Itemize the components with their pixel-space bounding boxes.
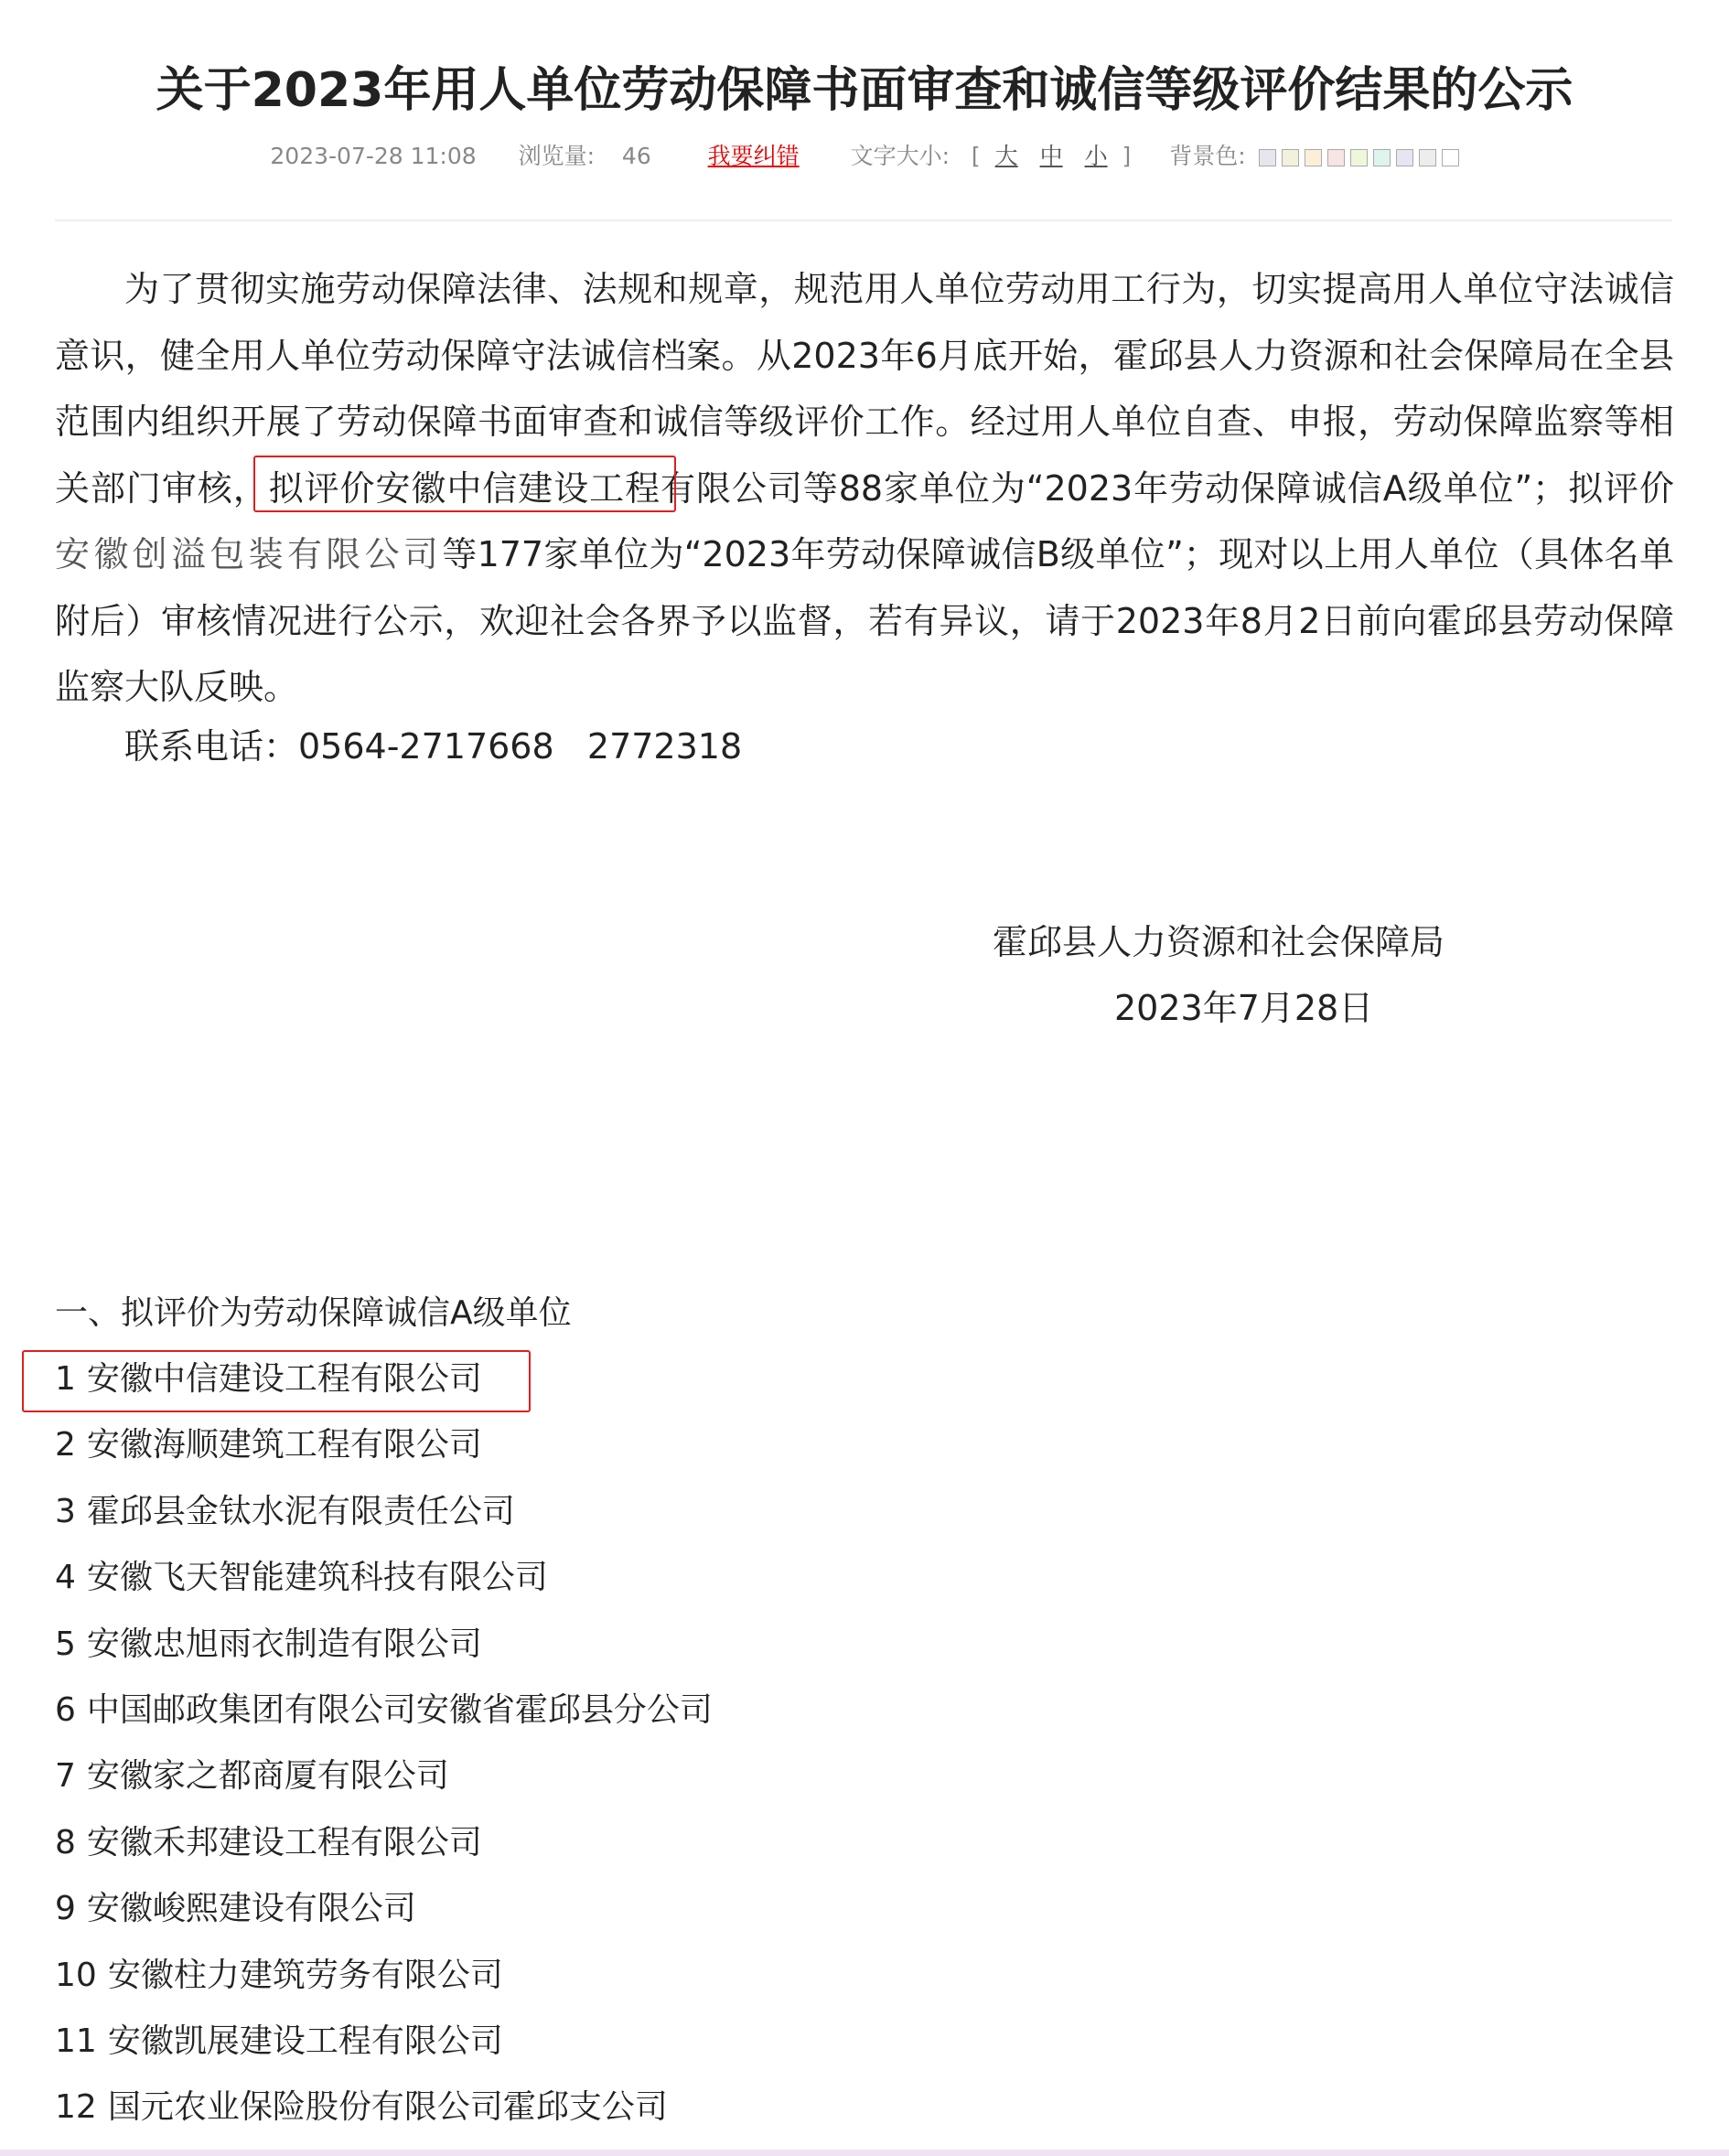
- annotation-box-list-item-1: [22, 1350, 531, 1412]
- list-item-name: 国元农业保险股份有限公司霍邱支公司: [107, 2088, 668, 2127]
- list-item: [55, 1479, 713, 1545]
- list-item: [55, 1943, 713, 2009]
- article-meta-bar: [0, 137, 1729, 175]
- font-size-label: 文字大小:: [850, 143, 950, 169]
- list-item-number: 8: [55, 1823, 76, 1861]
- background-swatch-1[interactable]: [1259, 149, 1276, 166]
- list-item-name: 霍邱县金钛水泥有限责任公司: [86, 1492, 515, 1530]
- list-item: [55, 1810, 713, 1876]
- background-color-label: 背景色:: [1169, 143, 1246, 169]
- background-swatch-9[interactable]: [1442, 149, 1459, 166]
- list-item-number: 10: [55, 1956, 97, 1994]
- list-item-name: 安徽忠旭雨衣制造有限公司: [86, 1625, 482, 1663]
- background-swatch-7[interactable]: [1396, 149, 1413, 166]
- list-item: [55, 2009, 713, 2075]
- company-b-name: 安徽创溢包装有限公司: [55, 534, 443, 574]
- list-item: [55, 1612, 713, 1678]
- list-item-number: 4: [55, 1559, 76, 1597]
- list-a-heading: 一、拟评价为劳动保障诚信A级单位: [55, 1294, 572, 1332]
- list-item-number: 1: [55, 1360, 76, 1398]
- bracket-open: [: [971, 143, 981, 169]
- background-swatch-8[interactable]: [1419, 149, 1436, 166]
- list-item-number: 9: [55, 1890, 76, 1928]
- list-item-name: 安徽凯展建设工程有限公司: [107, 2022, 503, 2060]
- font-size-medium-link[interactable]: 中: [1039, 143, 1063, 169]
- list-item-number: 5: [55, 1625, 76, 1663]
- background-swatch-3[interactable]: [1305, 149, 1322, 166]
- highlighted-company-a: 安徽中信建设工程有限公司: [375, 467, 803, 509]
- background-swatch-6[interactable]: [1373, 149, 1391, 166]
- signature-date: 2023年7月28日: [1114, 988, 1374, 1028]
- background-swatch-4[interactable]: [1327, 149, 1345, 166]
- list-item-name: 安徽家之都商厦有限公司: [86, 1757, 449, 1796]
- list-item-number: 12: [55, 2088, 97, 2127]
- list-item-number: 6: [55, 1690, 76, 1729]
- list-item-name: 安徽海顺建筑工程有限公司: [86, 1426, 482, 1464]
- font-size-large-link[interactable]: 大: [994, 143, 1018, 169]
- list-item-number: 11: [55, 2022, 97, 2060]
- views-count: 46: [621, 143, 651, 169]
- paragraph-text-3: 等177家单位为“2023年劳动保障诚信B级单位”；现对以上用人单位（具体名单附后）审核情况进行公示，欢迎社会各界予以监督，若有异议，请于2023年8月2日前向霍邱县劳动保障监察大队反映。: [55, 534, 1674, 707]
- list-item-name: 安徽中信建设工程有限公司: [86, 1360, 482, 1398]
- page-title: 关于2023年用人单位劳动保障书面审查和诚信等级评价结果的公示: [156, 62, 1573, 118]
- paragraph-text-1: 为了贯彻实施劳动保障法律、法规和规章，规范用人单位劳动用工行为，切实提高用人单位守法诚信意识，健全用人单位劳动保障守法诚信档案。从2023年6月底开始，霍邱县人力资源和社会保障局在全县范围内组织开展了劳动保障书面审查和诚信等级评价工作。经过用人单位自查、申报，劳动保障监察等相关部门审核，拟评价: [55, 269, 1674, 509]
- background-color-swatches: [1253, 138, 1459, 175]
- bracket-close: ]: [1122, 143, 1132, 169]
- list-a: [55, 1346, 713, 2141]
- bottom-edge-bar: [0, 2150, 1729, 2156]
- list-item: [55, 1876, 713, 1942]
- list-item-number: 3: [55, 1492, 76, 1530]
- list-item: [55, 1412, 713, 1478]
- report-error-link[interactable]: 我要纠错: [707, 143, 800, 169]
- background-swatch-2[interactable]: [1282, 149, 1299, 166]
- publish-datetime: 2023-07-28 11:08: [270, 143, 477, 169]
- list-item-name: 安徽峻熙建设有限公司: [86, 1890, 416, 1928]
- list-item: [55, 1678, 713, 1743]
- list-item: [55, 1545, 713, 1611]
- signature-organization: 霍邱县人力资源和社会保障局: [993, 922, 1445, 962]
- views-label: 浏览量:: [518, 143, 596, 169]
- list-item-name: 安徽飞天智能建筑科技有限公司: [86, 1559, 548, 1597]
- list-item-name: 中国邮政集团有限公司安徽省霍邱县分公司: [86, 1690, 713, 1729]
- title-divider: [55, 220, 1672, 221]
- list-item-name: 安徽柱力建筑劳务有限公司: [107, 1956, 503, 1994]
- font-size-small-link[interactable]: 小: [1084, 143, 1108, 169]
- list-item: [55, 1743, 713, 1809]
- paragraph-text-2: 等88家单位为“2023年劳动保障诚信A级单位”；拟评价: [802, 467, 1674, 509]
- list-item: [55, 2075, 713, 2140]
- annotation-box-paragraph-company: [253, 456, 676, 512]
- list-item-number: 2: [55, 1426, 76, 1464]
- list-item-number: 7: [55, 1757, 76, 1796]
- background-swatch-5[interactable]: [1350, 149, 1368, 166]
- contact-phone: 联系电话：0564-2717668 2772318: [124, 726, 743, 767]
- list-item-name: 安徽禾邦建设工程有限公司: [86, 1823, 482, 1861]
